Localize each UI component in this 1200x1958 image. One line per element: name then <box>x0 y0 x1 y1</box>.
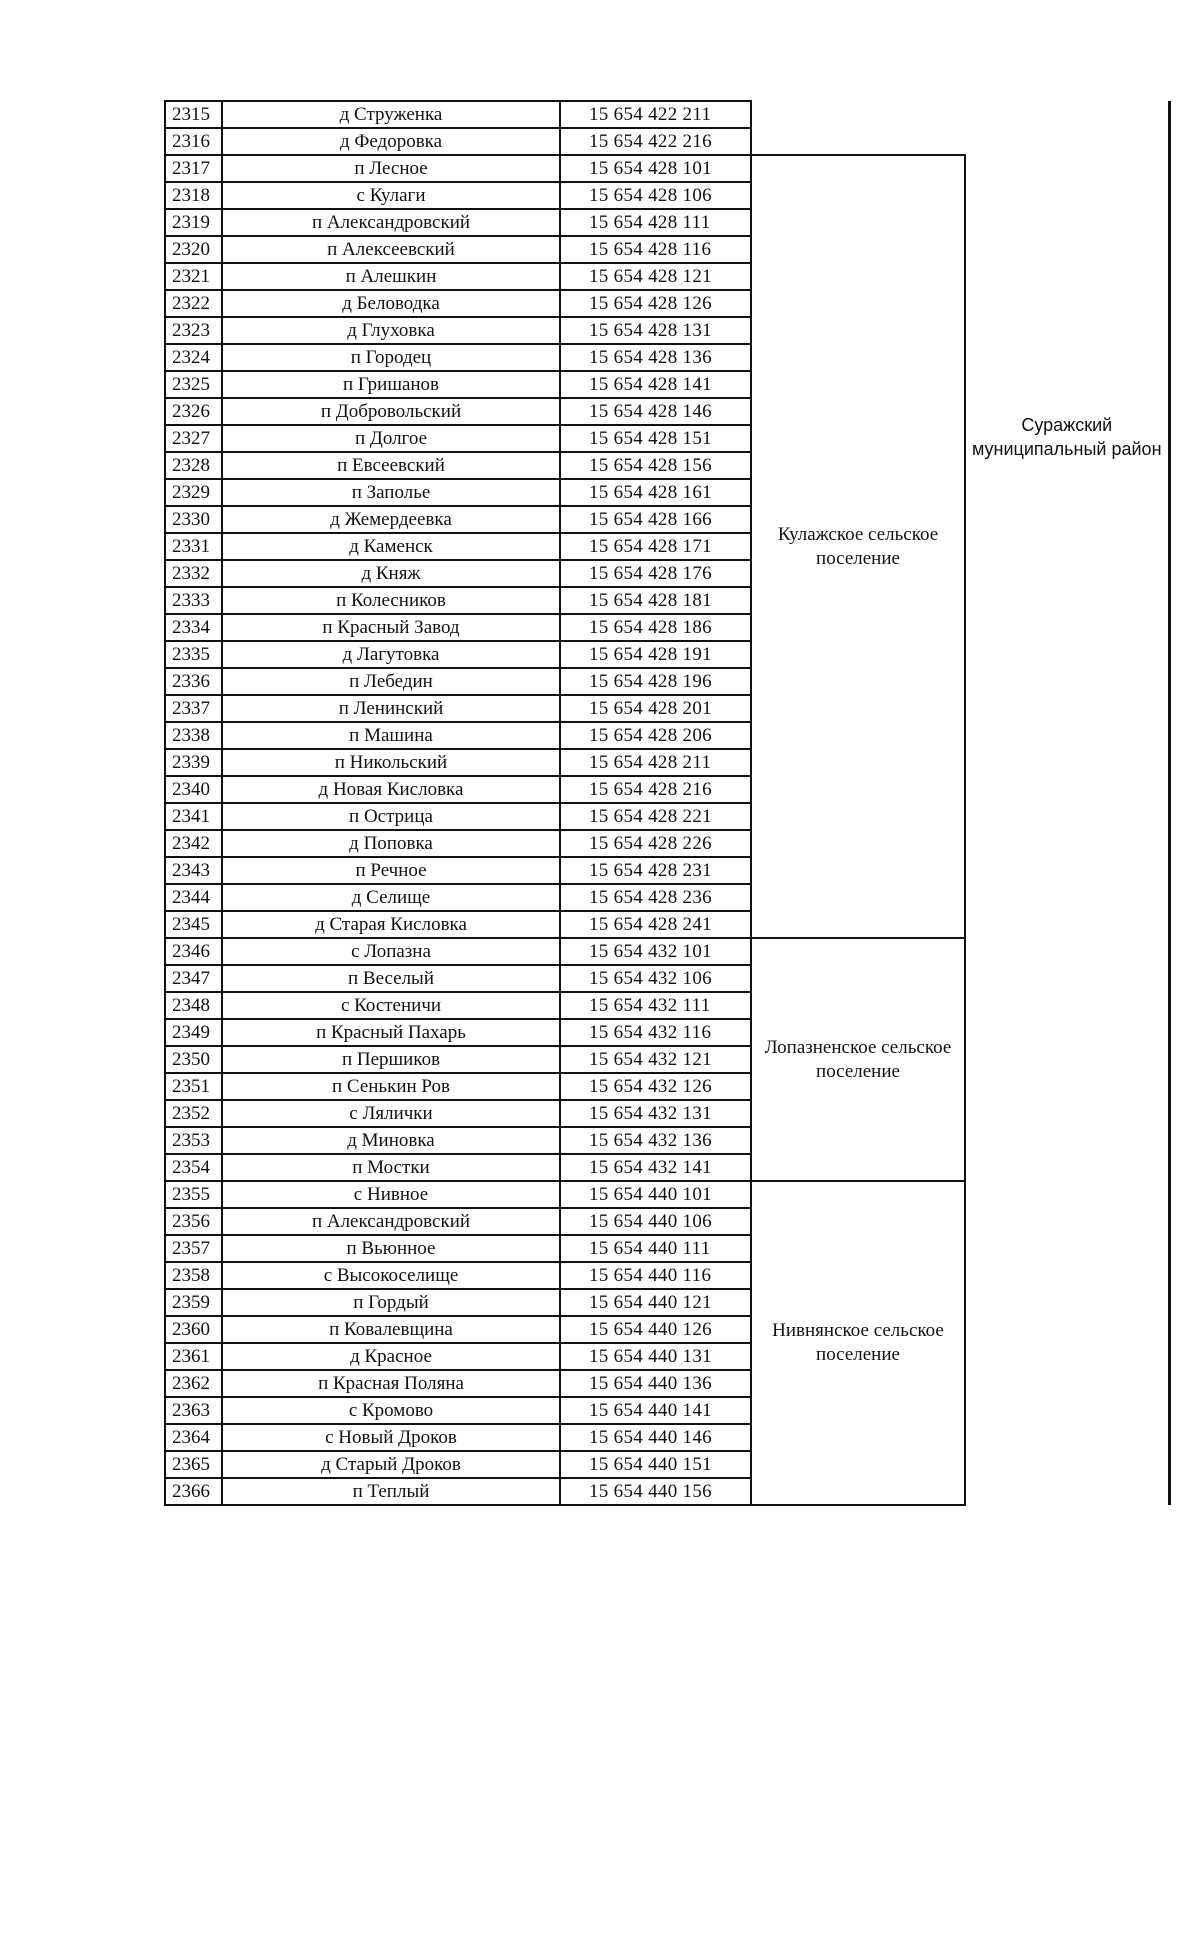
row-number: 2328 <box>165 452 222 479</box>
settlement-name: д Поповка <box>222 830 560 857</box>
row-number: 2345 <box>165 911 222 938</box>
settlement-name: п Добровольский <box>222 398 560 425</box>
oktmo-code: 15 654 428 196 <box>560 668 751 695</box>
oktmo-code: 15 654 432 116 <box>560 1019 751 1046</box>
settlement-name: п Мостки <box>222 1154 560 1181</box>
rural-settlement-cell: Кулажское сельское поселение <box>751 155 965 938</box>
settlement-name: п Теплый <box>222 1478 560 1505</box>
oktmo-code: 15 654 432 131 <box>560 1100 751 1127</box>
settlement-name: п Речное <box>222 857 560 884</box>
settlement-name: п Александровский <box>222 1208 560 1235</box>
settlement-name: п Алексеевский <box>222 236 560 263</box>
oktmo-code: 15 654 428 236 <box>560 884 751 911</box>
settlement-name: с Высокоселище <box>222 1262 560 1289</box>
row-number: 2317 <box>165 155 222 182</box>
row-number: 2342 <box>165 830 222 857</box>
oktmo-code: 15 654 428 111 <box>560 209 751 236</box>
settlement-name: с Лопазна <box>222 938 560 965</box>
settlement-name: д Федоровка <box>222 128 560 155</box>
row-number: 2363 <box>165 1397 222 1424</box>
oktmo-code: 15 654 428 161 <box>560 479 751 506</box>
oktmo-code: 15 654 428 116 <box>560 236 751 263</box>
oktmo-code: 15 654 422 216 <box>560 128 751 155</box>
oktmo-code: 15 654 428 101 <box>560 155 751 182</box>
oktmo-code: 15 654 428 241 <box>560 911 751 938</box>
settlement-name: с Костеничи <box>222 992 560 1019</box>
row-number: 2326 <box>165 398 222 425</box>
oktmo-code: 15 654 440 136 <box>560 1370 751 1397</box>
settlement-name: п Александровский <box>222 209 560 236</box>
oktmo-code: 15 654 432 136 <box>560 1127 751 1154</box>
settlement-name: п Першиков <box>222 1046 560 1073</box>
oktmo-code: 15 654 422 211 <box>560 101 751 128</box>
oktmo-code: 15 654 432 121 <box>560 1046 751 1073</box>
row-number: 2359 <box>165 1289 222 1316</box>
row-number: 2346 <box>165 938 222 965</box>
row-number: 2322 <box>165 290 222 317</box>
settlement-name: с Нивное <box>222 1181 560 1208</box>
row-number: 2330 <box>165 506 222 533</box>
settlement-name: д Княж <box>222 560 560 587</box>
settlement-name: с Новый Дроков <box>222 1424 560 1451</box>
oktmo-code: 15 654 428 151 <box>560 425 751 452</box>
oktmo-code: 15 654 428 126 <box>560 290 751 317</box>
settlement-name: с Кулаги <box>222 182 560 209</box>
settlement-name: п Сенькин Ров <box>222 1073 560 1100</box>
row-number: 2339 <box>165 749 222 776</box>
row-number: 2329 <box>165 479 222 506</box>
settlement-name: д Миновка <box>222 1127 560 1154</box>
oktmo-code: 15 654 440 116 <box>560 1262 751 1289</box>
row-number: 2332 <box>165 560 222 587</box>
settlement-name: п Колесников <box>222 587 560 614</box>
row-number: 2335 <box>165 641 222 668</box>
oktmo-code: 15 654 428 121 <box>560 263 751 290</box>
rural-settlement-cell: Лопазненское сельское поселение <box>751 938 965 1181</box>
row-number: 2356 <box>165 1208 222 1235</box>
settlement-name: п Городец <box>222 344 560 371</box>
row-number: 2334 <box>165 614 222 641</box>
oktmo-code: 15 654 440 156 <box>560 1478 751 1505</box>
settlement-name: д Селище <box>222 884 560 911</box>
settlement-name: п Ковалевщина <box>222 1316 560 1343</box>
oktmo-code: 15 654 440 141 <box>560 1397 751 1424</box>
row-number: 2336 <box>165 668 222 695</box>
district-name: Суражский муниципальный район <box>971 415 1162 459</box>
settlement-name: п Никольский <box>222 749 560 776</box>
oktmo-code: 15 654 428 206 <box>560 722 751 749</box>
row-number: 2353 <box>165 1127 222 1154</box>
oktmo-code: 15 654 428 226 <box>560 830 751 857</box>
oktmo-code: 15 654 440 151 <box>560 1451 751 1478</box>
settlement-name: д Красное <box>222 1343 560 1370</box>
row-number: 2340 <box>165 776 222 803</box>
row-number: 2348 <box>165 992 222 1019</box>
settlement-name: д Струженка <box>222 101 560 128</box>
row-number: 2357 <box>165 1235 222 1262</box>
oktmo-code: 15 654 428 171 <box>560 533 751 560</box>
row-number: 2365 <box>165 1451 222 1478</box>
row-number: 2321 <box>165 263 222 290</box>
oktmo-code: 15 654 428 186 <box>560 614 751 641</box>
row-number: 2352 <box>165 1100 222 1127</box>
settlement-name: п Гордый <box>222 1289 560 1316</box>
settlement-name: д Новая Кисловка <box>222 776 560 803</box>
oktmo-code: 15 654 428 136 <box>560 344 751 371</box>
oktmo-code: 15 654 440 106 <box>560 1208 751 1235</box>
oktmo-code: 15 654 428 201 <box>560 695 751 722</box>
settlement-name: п Красный Завод <box>222 614 560 641</box>
oktmo-code: 15 654 432 126 <box>560 1073 751 1100</box>
row-number: 2344 <box>165 884 222 911</box>
row-number: 2316 <box>165 128 222 155</box>
settlement-name: д Жемердеевка <box>222 506 560 533</box>
settlements-table-body <box>165 101 1169 1505</box>
settlement-name: п Машина <box>222 722 560 749</box>
settlement-name: п Острица <box>222 803 560 830</box>
oktmo-code: 15 654 440 126 <box>560 1316 751 1343</box>
row-number: 2361 <box>165 1343 222 1370</box>
settlement-name: п Евсеевский <box>222 452 560 479</box>
row-number: 2331 <box>165 533 222 560</box>
settlement-name: д Глуховка <box>222 317 560 344</box>
row-number: 2347 <box>165 965 222 992</box>
oktmo-code: 15 654 440 111 <box>560 1235 751 1262</box>
row-number: 2366 <box>165 1478 222 1505</box>
oktmo-code: 15 654 428 221 <box>560 803 751 830</box>
row-number: 2338 <box>165 722 222 749</box>
row-number: 2323 <box>165 317 222 344</box>
settlement-name: п Ленинский <box>222 695 560 722</box>
oktmo-code: 15 654 428 231 <box>560 857 751 884</box>
row-number: 2358 <box>165 1262 222 1289</box>
oktmo-code: 15 654 428 211 <box>560 749 751 776</box>
row-number: 2360 <box>165 1316 222 1343</box>
settlement-name: п Красный Пахарь <box>222 1019 560 1046</box>
row-number: 2349 <box>165 1019 222 1046</box>
row-number: 2320 <box>165 236 222 263</box>
oktmo-code: 15 654 432 141 <box>560 1154 751 1181</box>
oktmo-code: 15 654 428 146 <box>560 398 751 425</box>
oktmo-code: 15 654 440 131 <box>560 1343 751 1370</box>
table-row <box>165 101 1169 128</box>
row-number: 2354 <box>165 1154 222 1181</box>
row-number: 2315 <box>165 101 222 128</box>
empty-settlement-cell <box>751 101 965 155</box>
oktmo-code: 15 654 428 156 <box>560 452 751 479</box>
row-number: 2327 <box>165 425 222 452</box>
settlement-name: п Гришанов <box>222 371 560 398</box>
settlement-name: п Заполье <box>222 479 560 506</box>
settlement-name: д Старый Дроков <box>222 1451 560 1478</box>
settlement-name: п Алешкин <box>222 263 560 290</box>
settlements-table <box>164 100 1171 1506</box>
oktmo-code: 15 654 428 141 <box>560 371 751 398</box>
oktmo-code: 15 654 440 121 <box>560 1289 751 1316</box>
oktmo-code: 15 654 428 191 <box>560 641 751 668</box>
settlement-name: п Долгое <box>222 425 560 452</box>
row-number: 2362 <box>165 1370 222 1397</box>
oktmo-code: 15 654 432 106 <box>560 965 751 992</box>
settlement-name: д Беловодка <box>222 290 560 317</box>
row-number: 2337 <box>165 695 222 722</box>
row-number: 2364 <box>165 1424 222 1451</box>
oktmo-code: 15 654 428 166 <box>560 506 751 533</box>
oktmo-code: 15 654 428 131 <box>560 317 751 344</box>
row-number: 2350 <box>165 1046 222 1073</box>
row-number: 2343 <box>165 857 222 884</box>
oktmo-code: 15 654 432 111 <box>560 992 751 1019</box>
oktmo-code: 15 654 428 216 <box>560 776 751 803</box>
settlement-name: д Старая Кисловка <box>222 911 560 938</box>
row-number: 2325 <box>165 371 222 398</box>
rural-settlement-cell: Нивнянское сельское поселение <box>751 1181 965 1505</box>
oktmo-code: 15 654 428 176 <box>560 560 751 587</box>
row-number: 2355 <box>165 1181 222 1208</box>
oktmo-code: 15 654 428 106 <box>560 182 751 209</box>
oktmo-code: 15 654 440 101 <box>560 1181 751 1208</box>
row-number: 2319 <box>165 209 222 236</box>
settlement-name: д Каменск <box>222 533 560 560</box>
registry-table-wrapper <box>164 100 1168 1506</box>
settlement-name: с Кромово <box>222 1397 560 1424</box>
settlement-name: п Лебедин <box>222 668 560 695</box>
row-number: 2351 <box>165 1073 222 1100</box>
settlement-name: п Веселый <box>222 965 560 992</box>
oktmo-code: 15 654 428 181 <box>560 587 751 614</box>
row-number: 2318 <box>165 182 222 209</box>
row-number: 2341 <box>165 803 222 830</box>
district-cell <box>965 101 1169 1505</box>
settlement-name: д Лагутовка <box>222 641 560 668</box>
settlement-name: п Лесное <box>222 155 560 182</box>
settlement-name: п Вьюнное <box>222 1235 560 1262</box>
row-number: 2333 <box>165 587 222 614</box>
settlement-name: с Лялички <box>222 1100 560 1127</box>
oktmo-code: 15 654 440 146 <box>560 1424 751 1451</box>
row-number: 2324 <box>165 344 222 371</box>
oktmo-code: 15 654 432 101 <box>560 938 751 965</box>
settlement-name: п Красная Поляна <box>222 1370 560 1397</box>
